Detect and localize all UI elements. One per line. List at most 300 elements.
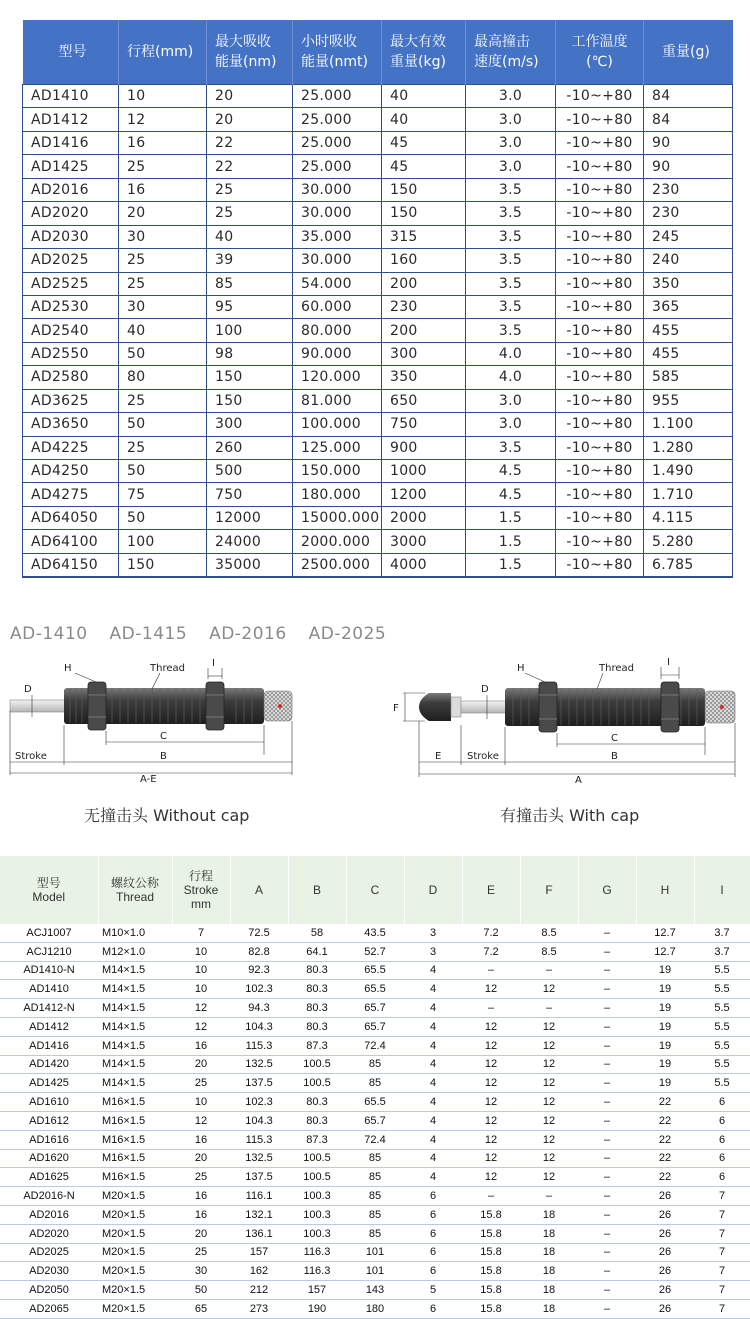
spec-cell: 50 (119, 413, 207, 436)
spec-cell: 90 (644, 155, 733, 178)
spec-cell: 50 (119, 460, 207, 483)
dimension-cell: AD1625 (0, 1168, 98, 1187)
spec-cell: 39 (207, 249, 293, 272)
spec-cell: 2000.000 (293, 530, 382, 553)
dimension-cell: AD2020 (0, 1224, 98, 1243)
spec-cell: -10~+80 (556, 460, 644, 483)
dimension-cell: 6 (404, 1224, 462, 1243)
spec-cell: 230 (644, 202, 733, 225)
dimension-table-row (0, 924, 750, 942)
dimension-cell: – (578, 942, 636, 961)
spec-cell: 245 (644, 225, 733, 248)
spec-cell: 1.100 (644, 413, 733, 436)
spec-header-cell: 工作温度 (℃) (556, 20, 644, 85)
dimension-cell: 7 (694, 1224, 750, 1243)
dimension-cell: 16 (172, 1187, 230, 1206)
spec-cell: 3000 (382, 530, 466, 553)
dimension-cell: 25 (172, 1074, 230, 1093)
dimension-cell: 12 (172, 999, 230, 1018)
spec-table-row (23, 413, 733, 436)
spec-cell: 3.5 (466, 178, 556, 201)
dimension-cell: – (578, 1017, 636, 1036)
spec-cell: 3.0 (466, 389, 556, 412)
spec-cell: 260 (207, 436, 293, 459)
dimension-cell: M14×1.5 (98, 1055, 172, 1074)
dimension-cell: 43.5 (346, 924, 404, 942)
spec-cell: 4.0 (466, 366, 556, 389)
dimension-cell: 6 (404, 1243, 462, 1262)
dimension-cell: AD2025 (0, 1243, 98, 1262)
label-F: F (393, 703, 399, 714)
dimension-cell: M16×1.5 (98, 1130, 172, 1149)
spec-cell: 1.280 (644, 436, 733, 459)
dimension-cell: M14×1.5 (98, 999, 172, 1018)
spec-cell: 200 (382, 319, 466, 342)
spec-cell: -10~+80 (556, 225, 644, 248)
dimension-cell: 3 (404, 942, 462, 961)
impact-cap (419, 693, 451, 721)
spec-cell: 455 (644, 342, 733, 365)
dimension-cell: – (578, 999, 636, 1018)
spec-cell: 230 (382, 295, 466, 318)
dimension-header-row (0, 856, 750, 924)
spec-cell: 315 (382, 225, 466, 248)
spec-cell: AD3650 (23, 413, 119, 436)
dimension-cell: AD1412-N (0, 999, 98, 1018)
dimension-cell: 26 (636, 1205, 694, 1224)
spec-cell: 15000.000 (293, 506, 382, 529)
label-H: H (517, 663, 525, 674)
spec-cell: 30.000 (293, 178, 382, 201)
spec-cell: -10~+80 (556, 272, 644, 295)
spec-cell: AD64100 (23, 530, 119, 553)
spec-cell: 3.5 (466, 249, 556, 272)
dimension-cell: 87.3 (288, 1130, 346, 1149)
dimension-cell: 18 (520, 1281, 578, 1300)
spec-cell: 650 (382, 389, 466, 412)
series-model: AD-1415 (109, 624, 188, 644)
spec-table-row (23, 131, 733, 154)
spec-cell: 50 (119, 506, 207, 529)
spec-cell: 125.000 (293, 436, 382, 459)
dimension-cell: AD1610 (0, 1093, 98, 1112)
spec-table-row (23, 295, 733, 318)
dimension-cell: 64.1 (288, 942, 346, 961)
dimension-cell: 6 (404, 1262, 462, 1281)
series-heading (10, 624, 402, 644)
spec-cell: 30 (119, 225, 207, 248)
dimension-cell: ACJ1007 (0, 924, 98, 942)
dimension-cell: 162 (230, 1262, 288, 1281)
dimension-cell: 85 (346, 1168, 404, 1187)
spec-cell: 25 (119, 389, 207, 412)
dimension-cell: – (578, 1130, 636, 1149)
spec-cell: AD1416 (23, 131, 119, 154)
dimension-cell: 85 (346, 1224, 404, 1243)
label-A-E: A-E (140, 774, 157, 785)
spec-cell: 30.000 (293, 202, 382, 225)
dimension-table-row (0, 1299, 750, 1318)
dimension-cell: 18 (520, 1299, 578, 1318)
spec-cell: 955 (644, 389, 733, 412)
dimension-cell: 65.5 (346, 1093, 404, 1112)
dimension-header-cell: B (288, 856, 346, 924)
dimension-cell: M16×1.5 (98, 1111, 172, 1130)
dimension-cell: AD1425 (0, 1074, 98, 1093)
spec-cell: 12 (119, 108, 207, 131)
dimension-cell: 212 (230, 1281, 288, 1300)
dimension-header-cell: G (578, 856, 636, 924)
dimension-cell: 19 (636, 1017, 694, 1036)
dimension-cell: 157 (288, 1281, 346, 1300)
spec-cell: AD1425 (23, 155, 119, 178)
dimension-cell: M20×1.5 (98, 1299, 172, 1318)
dimension-cell: 12.7 (636, 924, 694, 942)
dimension-cell: 115.3 (230, 1130, 288, 1149)
spec-cell: 3.0 (466, 131, 556, 154)
dimension-cell: 100.5 (288, 1149, 346, 1168)
spec-cell: 90 (644, 131, 733, 154)
dimension-table-row (0, 1168, 750, 1187)
dimension-cell: M10×1.0 (98, 924, 172, 942)
spec-cell: -10~+80 (556, 202, 644, 225)
dimension-header-cell: C (346, 856, 404, 924)
dimension-cell: 22 (636, 1111, 694, 1130)
dimension-cell: – (578, 1149, 636, 1168)
label-B: B (160, 751, 167, 762)
dimension-cell: M14×1.5 (98, 1036, 172, 1055)
dimension-cell: 132.1 (230, 1205, 288, 1224)
dimension-cell: 12 (520, 980, 578, 999)
dimension-table-row (0, 1262, 750, 1281)
spec-cell: 230 (644, 178, 733, 201)
dimension-cell: 116.3 (288, 1262, 346, 1281)
spec-cell: 25 (119, 272, 207, 295)
spec-cell: 25.000 (293, 85, 382, 108)
spec-cell: 100.000 (293, 413, 382, 436)
dimension-header-cell: 行程 Stroke mm (172, 856, 230, 924)
dimension-cell: M20×1.5 (98, 1243, 172, 1262)
spec-cell: 2500.000 (293, 553, 382, 577)
dimension-table-row (0, 1130, 750, 1149)
spec-cell: 25.000 (293, 108, 382, 131)
spec-cell: 3.5 (466, 436, 556, 459)
spec-cell: AD2580 (23, 366, 119, 389)
dimension-cell: 15.8 (462, 1299, 520, 1318)
dimension-cell: 52.7 (346, 942, 404, 961)
label-C: C (611, 733, 618, 744)
spec-cell: AD3625 (23, 389, 119, 412)
dimension-cell: 12 (462, 1111, 520, 1130)
spec-table-row (23, 108, 733, 131)
dimension-cell: 137.5 (230, 1074, 288, 1093)
spec-table-row (23, 506, 733, 529)
dimension-cell: 16 (172, 1130, 230, 1149)
dimension-cell: 6 (404, 1299, 462, 1318)
spec-table-row (23, 85, 733, 108)
spec-cell: 4000 (382, 553, 466, 577)
dimension-cell: 4 (404, 1036, 462, 1055)
dimension-cell: 10 (172, 980, 230, 999)
spec-cell: AD2016 (23, 178, 119, 201)
dimension-cell: 12 (520, 1093, 578, 1112)
dimension-cell: 65.5 (346, 961, 404, 980)
spec-cell: 300 (382, 342, 466, 365)
dimension-table-row (0, 1017, 750, 1036)
dimension-table-row (0, 1281, 750, 1300)
dimension-cell: 12 (462, 1036, 520, 1055)
spec-cell: AD2530 (23, 295, 119, 318)
dimension-cell: 7 (172, 924, 230, 942)
dimension-cell: – (462, 999, 520, 1018)
adjust-dot (278, 704, 282, 708)
dimension-cell: 10 (172, 1093, 230, 1112)
label-C: C (160, 731, 167, 742)
dimension-cell: 15.8 (462, 1205, 520, 1224)
spec-cell: 25 (207, 178, 293, 201)
dimension-cell: 3.7 (694, 942, 750, 961)
spec-cell: -10~+80 (556, 366, 644, 389)
dimension-cell: 20 (172, 1055, 230, 1074)
dimension-cell: 6 (694, 1111, 750, 1130)
dimension-cell: 100.5 (288, 1055, 346, 1074)
dimension-cell: – (578, 1055, 636, 1074)
spec-cell: 160 (382, 249, 466, 272)
spec-cell: 50 (119, 342, 207, 365)
label-B: B (611, 751, 618, 762)
dimension-cell: 12 (462, 1074, 520, 1093)
dimension-table-row (0, 961, 750, 980)
spec-cell: 22 (207, 131, 293, 154)
dimension-table (0, 856, 750, 1319)
spec-cell: 150 (207, 366, 293, 389)
dimension-cell: 80.3 (288, 1111, 346, 1130)
spec-cell: 40 (119, 319, 207, 342)
spec-header-cell: 型号 (23, 20, 119, 85)
piston-rod (461, 701, 507, 713)
dimension-cell: – (462, 961, 520, 980)
spec-cell: -10~+80 (556, 319, 644, 342)
dimension-cell: – (520, 999, 578, 1018)
spec-cell: 300 (207, 413, 293, 436)
spec-cell: -10~+80 (556, 436, 644, 459)
spec-header-cell: 行程(mm) (119, 20, 207, 85)
spec-cell: 35000 (207, 553, 293, 577)
dimension-cell: 7 (694, 1187, 750, 1206)
spec-table-row (23, 530, 733, 553)
label-D: D (24, 684, 32, 695)
dimension-cell: 12 (462, 980, 520, 999)
dimension-cell: 19 (636, 1036, 694, 1055)
dimension-table-body (0, 924, 750, 1318)
spec-table-row (23, 389, 733, 412)
dimension-cell: – (578, 1281, 636, 1300)
dimension-cell: 3 (404, 924, 462, 942)
label-stroke: Stroke (15, 751, 47, 762)
label-thread: Thread (599, 663, 634, 674)
dimension-cell: 72.4 (346, 1130, 404, 1149)
spec-cell: 20 (207, 108, 293, 131)
spec-cell: 350 (382, 366, 466, 389)
dimension-cell: 22 (636, 1149, 694, 1168)
dimension-cell: 80.3 (288, 961, 346, 980)
spec-table-row (23, 366, 733, 389)
dimension-cell: 7.2 (462, 924, 520, 942)
spec-table-row (23, 460, 733, 483)
dimension-cell: AD2016 (0, 1205, 98, 1224)
dimension-cell: AD2030 (0, 1262, 98, 1281)
dimension-cell: 80.3 (288, 1017, 346, 1036)
spec-cell: -10~+80 (556, 530, 644, 553)
spec-header-cell: 重量(g) (644, 20, 733, 85)
spec-cell: -10~+80 (556, 342, 644, 365)
dimension-cell: 180 (346, 1299, 404, 1318)
dimension-cell: AD1412 (0, 1017, 98, 1036)
dimension-cell: – (578, 1299, 636, 1318)
spec-cell: -10~+80 (556, 553, 644, 577)
dimension-cell: 26 (636, 1243, 694, 1262)
cap-collar (451, 697, 461, 717)
spec-cell: 40 (382, 85, 466, 108)
dimension-cell: 80.3 (288, 999, 346, 1018)
dimension-cell: 72.4 (346, 1036, 404, 1055)
dimension-header-cell: E (462, 856, 520, 924)
dimension-cell: 104.3 (230, 1111, 288, 1130)
dimension-cell: 18 (520, 1262, 578, 1281)
dimension-cell: 116.1 (230, 1187, 288, 1206)
spec-cell: 3.0 (466, 155, 556, 178)
dimension-cell: – (578, 1111, 636, 1130)
adjust-dot (720, 705, 724, 709)
dimension-cell: 80.3 (288, 1093, 346, 1112)
dimension-cell: 15.8 (462, 1262, 520, 1281)
spec-cell: 85 (207, 272, 293, 295)
spec-cell: AD2025 (23, 249, 119, 272)
spec-cell: -10~+80 (556, 249, 644, 272)
dimension-table-row (0, 1093, 750, 1112)
dimension-cell: 7 (694, 1299, 750, 1318)
spec-cell: 12000 (207, 506, 293, 529)
dimension-cell: 5.5 (694, 961, 750, 980)
spec-cell: 3.0 (466, 85, 556, 108)
spec-cell: 80.000 (293, 319, 382, 342)
spec-cell: 3.0 (466, 108, 556, 131)
dimension-table-row (0, 1205, 750, 1224)
rear-nut (661, 682, 679, 732)
dimension-cell: 15.8 (462, 1224, 520, 1243)
dimension-cell: 100.5 (288, 1168, 346, 1187)
dimension-cell: 12 (462, 1017, 520, 1036)
dimension-cell: 26 (636, 1281, 694, 1300)
spec-cell: 20 (207, 85, 293, 108)
spec-cell: AD2550 (23, 342, 119, 365)
spec-cell: 24000 (207, 530, 293, 553)
dimension-cell: 85 (346, 1205, 404, 1224)
dimension-cell: 12 (462, 1168, 520, 1187)
spec-table-row (23, 272, 733, 295)
spec-cell: AD64050 (23, 506, 119, 529)
dimension-cell: 22 (636, 1168, 694, 1187)
spec-cell: 1.5 (466, 530, 556, 553)
spec-cell: 1.710 (644, 483, 733, 506)
spec-cell: 30 (119, 295, 207, 318)
spec-header-cell: 最大有效 重量(kg) (382, 20, 466, 85)
dimension-cell: 18 (520, 1243, 578, 1262)
spec-header-cell: 最大吸收 能量(nm) (207, 20, 293, 85)
series-model: AD-1410 (10, 624, 88, 644)
dimension-table-row (0, 1111, 750, 1130)
dimension-cell: – (578, 980, 636, 999)
dimension-cell: 12 (520, 1168, 578, 1187)
spec-cell: 1200 (382, 483, 466, 506)
spec-cell: AD2525 (23, 272, 119, 295)
dimension-cell: 7 (694, 1205, 750, 1224)
spec-cell: 84 (644, 85, 733, 108)
dimension-cell: 6 (694, 1168, 750, 1187)
dimension-cell: M20×1.5 (98, 1262, 172, 1281)
dimension-cell: 92.3 (230, 961, 288, 980)
dimension-cell: M14×1.5 (98, 1017, 172, 1036)
spec-cell: 84 (644, 108, 733, 131)
dimension-table-row (0, 999, 750, 1018)
dimension-header-cell: 螺纹公称 Thread (98, 856, 172, 924)
dimension-cell: – (578, 1187, 636, 1206)
dimension-cell: M14×1.5 (98, 961, 172, 980)
dimension-table-row (0, 942, 750, 961)
spec-cell: 25.000 (293, 131, 382, 154)
dimension-cell: 22 (636, 1093, 694, 1112)
dimension-cell: 80.3 (288, 980, 346, 999)
dimension-table-row (0, 1224, 750, 1243)
spec-cell: AD4225 (23, 436, 119, 459)
spec-cell: 54.000 (293, 272, 382, 295)
dimension-cell: 20 (172, 1224, 230, 1243)
spec-table-row (23, 436, 733, 459)
dimension-cell: 19 (636, 1074, 694, 1093)
spec-cell: AD1412 (23, 108, 119, 131)
dimension-table-row (0, 1074, 750, 1093)
dimension-cell: 25 (172, 1168, 230, 1187)
dimension-cell: AD2016-N (0, 1187, 98, 1206)
shock-absorber-diagram-with-cap (385, 655, 750, 785)
dimension-header-cell: H (636, 856, 694, 924)
dimension-cell: 65 (172, 1299, 230, 1318)
dimension-cell: 100.3 (288, 1205, 346, 1224)
spec-cell: AD2030 (23, 225, 119, 248)
spec-cell: 75 (119, 483, 207, 506)
dimension-cell: 10 (172, 942, 230, 961)
dimension-cell: AD1416 (0, 1036, 98, 1055)
dimension-cell: 132.5 (230, 1149, 288, 1168)
dimension-cell: 15.8 (462, 1243, 520, 1262)
dimension-cell: M14×1.5 (98, 1074, 172, 1093)
dimension-cell: – (578, 961, 636, 980)
spec-table-row (23, 319, 733, 342)
spec-cell: 35.000 (293, 225, 382, 248)
dimension-cell: 136.1 (230, 1224, 288, 1243)
spec-cell: 4.5 (466, 460, 556, 483)
dimension-cell: 5.5 (694, 980, 750, 999)
dimension-cell: 12 (520, 1130, 578, 1149)
dimension-cell: 273 (230, 1299, 288, 1318)
label-A: A (575, 775, 582, 785)
dimension-cell: 5.5 (694, 1055, 750, 1074)
dimension-cell: 4 (404, 1111, 462, 1130)
dimension-cell: AD1420 (0, 1055, 98, 1074)
spec-cell: -10~+80 (556, 155, 644, 178)
dimension-cell: 102.3 (230, 1093, 288, 1112)
dimension-header-cell: I (694, 856, 750, 924)
